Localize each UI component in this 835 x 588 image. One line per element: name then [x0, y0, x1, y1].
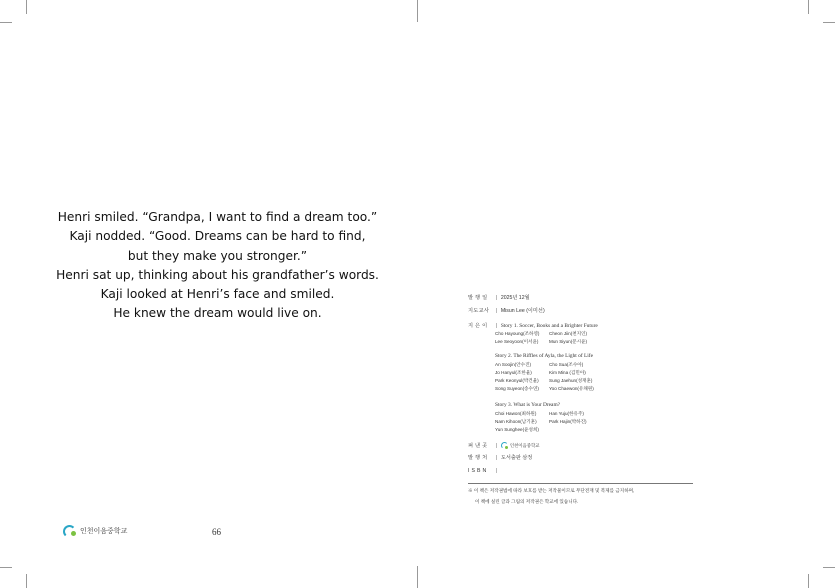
- story-line: Henri smiled. “Grandpa, I want to find a dream too.”: [57, 210, 378, 224]
- author-name: Song Suyeon(송수연): [495, 386, 539, 392]
- separator: |: [496, 323, 498, 329]
- story-line: Kaji looked at Henri’s face and smiled.: [100, 287, 335, 302]
- story-text: [30, 208, 405, 324]
- author-names: [495, 332, 603, 345]
- page-number: 66: [212, 527, 221, 537]
- advisor-row: [468, 309, 545, 314]
- copyright-note: 이 책에 실린 글과 그림의 저작권은 학교에 있습니다.: [475, 499, 579, 504]
- authors-row: [468, 324, 598, 329]
- publish-date-row: [468, 296, 530, 301]
- crop-mark: [823, 567, 835, 568]
- crop-mark: [0, 567, 12, 568]
- copyright-note: ※ 이 책은 저작권법에 따라 보호를 받는 저작물이므로 무단전재 및 복제를 금지하며,: [468, 488, 635, 493]
- author-name: Park Keonyul(박건율): [495, 378, 539, 384]
- author-name: Cho Hayoung(조하영): [495, 331, 540, 336]
- printer-row: [468, 456, 532, 461]
- isbn-row: [468, 469, 499, 474]
- separator: |: [496, 295, 498, 301]
- author-name: Lee Seoyoon(이서윤): [495, 339, 539, 345]
- author-name: Choi Hawon(최하원): [495, 411, 537, 416]
- authors-label: 지 은 이: [468, 323, 488, 329]
- isbn-label: I S B N: [468, 468, 487, 474]
- school-logo: [63, 524, 127, 537]
- crop-mark: [417, 0, 418, 22]
- printer-value: 도서출판 삼정: [500, 455, 533, 461]
- publisher-row: [468, 442, 540, 450]
- crop-mark: [808, 574, 809, 588]
- separator: |: [496, 468, 498, 474]
- author-name: Jo Hanyul(조한율): [495, 370, 532, 376]
- separator: |: [496, 308, 498, 314]
- author-name: Han Yuju(한유주): [549, 411, 584, 416]
- story-line: Kaji nodded. “Good. Dreams can be hard to find,: [69, 229, 366, 244]
- crop-mark: [823, 22, 835, 23]
- printer-label: 발 행 처: [468, 455, 488, 461]
- separator: |: [496, 443, 498, 450]
- story-line: Henri sat up, thinking about his grandfather’s words.: [56, 267, 379, 282]
- separator: |: [496, 455, 498, 461]
- author-name: An Soojin(안수진): [495, 362, 532, 367]
- author-name: Kim Mina (김민아): [549, 370, 586, 376]
- publisher-label: 펴 낸 곳: [468, 443, 488, 450]
- crop-mark: [26, 0, 27, 14]
- divider: [468, 483, 693, 484]
- story-title: Story 3. What is Your Dream?: [495, 402, 561, 408]
- school-logo-icon: [63, 524, 77, 537]
- crop-mark: [417, 566, 418, 588]
- story-title: Story 1. Soccer, Books and a Brighter Future: [500, 323, 598, 329]
- crop-mark: [808, 0, 809, 14]
- story-line: He knew the dream would live on.: [113, 306, 322, 321]
- author-names: [495, 363, 603, 392]
- author-name: Nam Kihoon(남기훈): [495, 419, 537, 425]
- crop-mark: [0, 22, 12, 23]
- publisher-logo: [501, 442, 540, 450]
- story-title: Story 2. The Riffles of Ayla, the Light of Life: [495, 353, 593, 359]
- publish-date-label: 발 행 일: [468, 295, 488, 301]
- crop-mark: [26, 574, 27, 588]
- author-name: Cho Sua(조수아): [549, 362, 584, 367]
- story-line: but they make you stronger.”: [127, 248, 308, 263]
- author-names: [495, 412, 603, 433]
- author-name: Sung Jaehun(성재훈): [549, 378, 593, 384]
- author-name: Cheon Jiin(천지인): [549, 331, 588, 336]
- advisor-label: 지도교사: [468, 308, 490, 314]
- advisor-value: Misun Lee (이미선): [500, 308, 545, 314]
- publisher-logo-text: 인천이음중학교: [509, 442, 540, 448]
- publish-date-value: 2025년 12월: [500, 295, 530, 301]
- author-name: Park Hajin(박하진): [549, 419, 587, 425]
- author-name: Yoo Chaewon(유채원): [549, 386, 594, 392]
- author-name: Mun Siyun(문시윤): [549, 339, 588, 345]
- school-logo-text: 인천이음중학교: [80, 527, 128, 535]
- publisher-logo-icon: [501, 442, 509, 450]
- author-name: Yun Sunghee(윤성희): [495, 427, 539, 433]
